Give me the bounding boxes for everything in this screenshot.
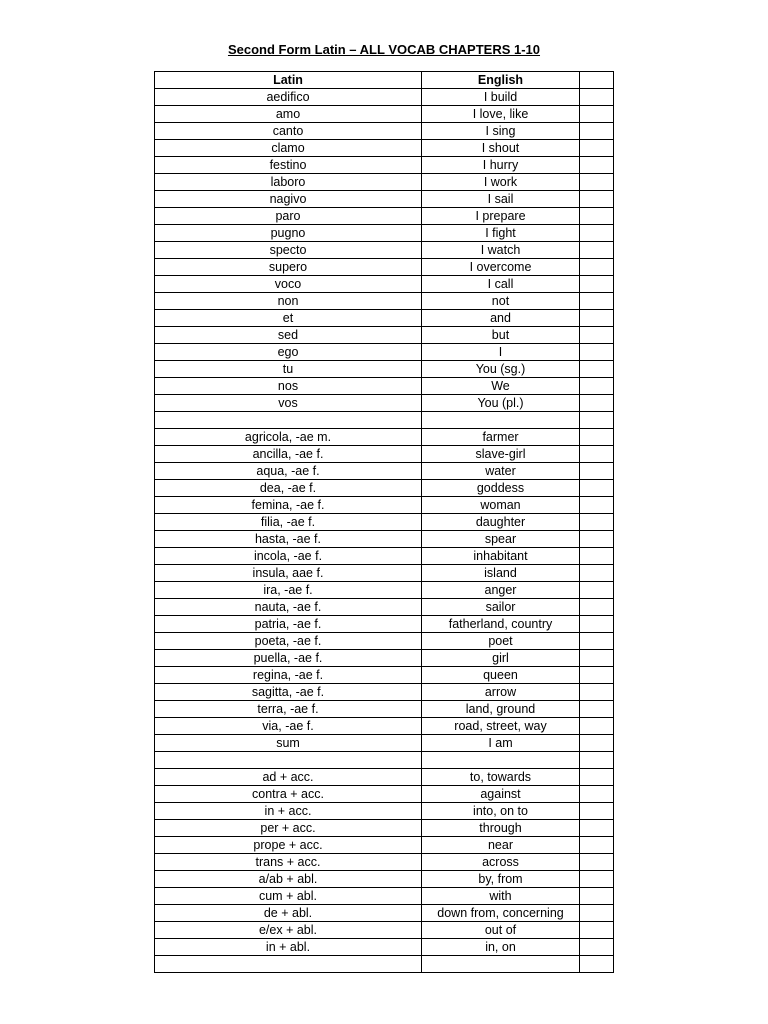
- latin-cell: pugno: [155, 225, 422, 242]
- latin-cell: regina, -ae f.: [155, 667, 422, 684]
- blank-cell: [580, 259, 614, 276]
- latin-cell: laboro: [155, 174, 422, 191]
- english-cell: I sail: [422, 191, 580, 208]
- english-cell: in, on: [422, 939, 580, 956]
- english-cell: water: [422, 463, 580, 480]
- table-row: [155, 327, 614, 344]
- latin-cell: agricola, -ae m.: [155, 429, 422, 446]
- blank-cell: [580, 752, 614, 769]
- blank-cell: [580, 89, 614, 106]
- blank-cell: [580, 378, 614, 395]
- column-header-english: English: [422, 72, 580, 89]
- english-cell: I watch: [422, 242, 580, 259]
- english-cell: fatherland, country: [422, 616, 580, 633]
- english-cell: near: [422, 837, 580, 854]
- table-row: [155, 276, 614, 293]
- latin-cell: poeta, -ae f.: [155, 633, 422, 650]
- latin-cell: specto: [155, 242, 422, 259]
- table-row: [155, 922, 614, 939]
- blank-cell: [580, 701, 614, 718]
- english-cell: I am: [422, 735, 580, 752]
- table-row: [155, 463, 614, 480]
- latin-cell: festino: [155, 157, 422, 174]
- blank-cell: [580, 310, 614, 327]
- latin-cell: clamo: [155, 140, 422, 157]
- latin-cell: ego: [155, 344, 422, 361]
- latin-cell: nauta, -ae f.: [155, 599, 422, 616]
- latin-cell: voco: [155, 276, 422, 293]
- latin-cell: tu: [155, 361, 422, 378]
- latin-cell: [155, 752, 422, 769]
- table-row: [155, 123, 614, 140]
- english-cell: woman: [422, 497, 580, 514]
- latin-cell: sagitta, -ae f.: [155, 684, 422, 701]
- table-row: [155, 667, 614, 684]
- english-cell: girl: [422, 650, 580, 667]
- english-cell: to, towards: [422, 769, 580, 786]
- english-cell: anger: [422, 582, 580, 599]
- blank-cell: [580, 820, 614, 837]
- table-row: [155, 752, 614, 769]
- blank-cell: [580, 888, 614, 905]
- english-cell: and: [422, 310, 580, 327]
- latin-cell: contra + acc.: [155, 786, 422, 803]
- english-cell: farmer: [422, 429, 580, 446]
- blank-cell: [580, 344, 614, 361]
- latin-cell: via, -ae f.: [155, 718, 422, 735]
- latin-cell: sum: [155, 735, 422, 752]
- english-cell: I overcome: [422, 259, 580, 276]
- table-row: [155, 89, 614, 106]
- table-row: [155, 225, 614, 242]
- table-row: [155, 310, 614, 327]
- table-row: [155, 735, 614, 752]
- english-cell: You (sg.): [422, 361, 580, 378]
- table-row: [155, 956, 614, 973]
- latin-cell: per + acc.: [155, 820, 422, 837]
- blank-cell: [580, 208, 614, 225]
- latin-cell: nagivo: [155, 191, 422, 208]
- english-cell: I love, like: [422, 106, 580, 123]
- blank-cell: [580, 548, 614, 565]
- english-cell: slave-girl: [422, 446, 580, 463]
- table-row: [155, 701, 614, 718]
- blank-cell: [580, 157, 614, 174]
- latin-cell: insula, aae f.: [155, 565, 422, 582]
- table-row: [155, 650, 614, 667]
- english-cell: queen: [422, 667, 580, 684]
- table-row: [155, 174, 614, 191]
- blank-cell: [580, 123, 614, 140]
- english-cell: but: [422, 327, 580, 344]
- latin-cell: terra, -ae f.: [155, 701, 422, 718]
- blank-cell: [580, 769, 614, 786]
- table-row: [155, 599, 614, 616]
- english-cell: arrow: [422, 684, 580, 701]
- english-cell: poet: [422, 633, 580, 650]
- blank-cell: [580, 531, 614, 548]
- table-row: [155, 446, 614, 463]
- table-row: [155, 854, 614, 871]
- table-row: [155, 378, 614, 395]
- table-row: [155, 157, 614, 174]
- latin-cell: trans + acc.: [155, 854, 422, 871]
- latin-cell: et: [155, 310, 422, 327]
- latin-cell: amo: [155, 106, 422, 123]
- english-cell: not: [422, 293, 580, 310]
- table-header-row: [155, 72, 614, 89]
- latin-cell: sed: [155, 327, 422, 344]
- table-row: [155, 769, 614, 786]
- blank-cell: [580, 565, 614, 582]
- english-cell: against: [422, 786, 580, 803]
- latin-cell: ad + acc.: [155, 769, 422, 786]
- table-row: [155, 548, 614, 565]
- latin-cell: incola, -ae f.: [155, 548, 422, 565]
- english-cell: down from, concerning: [422, 905, 580, 922]
- blank-cell: [580, 633, 614, 650]
- column-header-blank: [580, 72, 614, 89]
- english-cell: I hurry: [422, 157, 580, 174]
- table-row: [155, 208, 614, 225]
- english-cell: goddess: [422, 480, 580, 497]
- english-cell: I sing: [422, 123, 580, 140]
- table-row: [155, 106, 614, 123]
- latin-cell: e/ex + abl.: [155, 922, 422, 939]
- english-cell: inhabitant: [422, 548, 580, 565]
- table-row: [155, 395, 614, 412]
- table-row: [155, 633, 614, 650]
- blank-cell: [580, 905, 614, 922]
- latin-cell: filia, -ae f.: [155, 514, 422, 531]
- latin-cell: cum + abl.: [155, 888, 422, 905]
- english-cell: sailor: [422, 599, 580, 616]
- table-row: [155, 361, 614, 378]
- latin-cell: nos: [155, 378, 422, 395]
- blank-cell: [580, 480, 614, 497]
- english-cell: with: [422, 888, 580, 905]
- table-row: [155, 191, 614, 208]
- table-row: [155, 871, 614, 888]
- english-cell: by, from: [422, 871, 580, 888]
- table-row: [155, 514, 614, 531]
- table-row: [155, 242, 614, 259]
- blank-cell: [580, 956, 614, 973]
- table-row: [155, 786, 614, 803]
- english-cell: island: [422, 565, 580, 582]
- latin-cell: canto: [155, 123, 422, 140]
- english-cell: out of: [422, 922, 580, 939]
- table-row: [155, 480, 614, 497]
- blank-cell: [580, 140, 614, 157]
- latin-cell: ancilla, -ae f.: [155, 446, 422, 463]
- table-row: [155, 565, 614, 582]
- blank-cell: [580, 854, 614, 871]
- english-cell: I: [422, 344, 580, 361]
- latin-cell: aedifico: [155, 89, 422, 106]
- blank-cell: [580, 922, 614, 939]
- table-row: [155, 820, 614, 837]
- blank-cell: [580, 667, 614, 684]
- table-row: [155, 803, 614, 820]
- table-row: [155, 531, 614, 548]
- table-row: [155, 344, 614, 361]
- blank-cell: [580, 939, 614, 956]
- blank-cell: [580, 718, 614, 735]
- table-row: [155, 429, 614, 446]
- english-cell: spear: [422, 531, 580, 548]
- blank-cell: [580, 582, 614, 599]
- vocab-table: [154, 71, 614, 973]
- latin-cell: hasta, -ae f.: [155, 531, 422, 548]
- blank-cell: [580, 429, 614, 446]
- latin-cell: de + abl.: [155, 905, 422, 922]
- english-cell: I call: [422, 276, 580, 293]
- blank-cell: [580, 242, 614, 259]
- latin-cell: prope + acc.: [155, 837, 422, 854]
- table-row: [155, 905, 614, 922]
- table-row: [155, 684, 614, 701]
- blank-cell: [580, 106, 614, 123]
- blank-cell: [580, 174, 614, 191]
- english-cell: You (pl.): [422, 395, 580, 412]
- table-row: [155, 293, 614, 310]
- blank-cell: [580, 497, 614, 514]
- blank-cell: [580, 293, 614, 310]
- blank-cell: [580, 871, 614, 888]
- latin-cell: aqua, -ae f.: [155, 463, 422, 480]
- english-cell: [422, 752, 580, 769]
- table-row: [155, 837, 614, 854]
- blank-cell: [580, 786, 614, 803]
- blank-cell: [580, 276, 614, 293]
- latin-cell: in + abl.: [155, 939, 422, 956]
- latin-cell: in + acc.: [155, 803, 422, 820]
- blank-cell: [580, 599, 614, 616]
- blank-cell: [580, 803, 614, 820]
- blank-cell: [580, 412, 614, 429]
- latin-cell: vos: [155, 395, 422, 412]
- blank-cell: [580, 327, 614, 344]
- latin-cell: patria, -ae f.: [155, 616, 422, 633]
- latin-cell: puella, -ae f.: [155, 650, 422, 667]
- english-cell: across: [422, 854, 580, 871]
- blank-cell: [580, 191, 614, 208]
- latin-cell: femina, -ae f.: [155, 497, 422, 514]
- blank-cell: [580, 616, 614, 633]
- blank-cell: [580, 735, 614, 752]
- table-row: [155, 718, 614, 735]
- table-row: [155, 616, 614, 633]
- latin-cell: ira, -ae f.: [155, 582, 422, 599]
- english-cell: I fight: [422, 225, 580, 242]
- table-row: [155, 412, 614, 429]
- english-cell: through: [422, 820, 580, 837]
- english-cell: [422, 956, 580, 973]
- blank-cell: [580, 650, 614, 667]
- latin-cell: non: [155, 293, 422, 310]
- english-cell: I work: [422, 174, 580, 191]
- blank-cell: [580, 514, 614, 531]
- latin-cell: paro: [155, 208, 422, 225]
- blank-cell: [580, 837, 614, 854]
- table-row: [155, 888, 614, 905]
- latin-cell: [155, 412, 422, 429]
- blank-cell: [580, 225, 614, 242]
- latin-cell: dea, -ae f.: [155, 480, 422, 497]
- english-cell: I shout: [422, 140, 580, 157]
- english-cell: land, ground: [422, 701, 580, 718]
- vocab-table-body: [155, 89, 614, 973]
- latin-cell: [155, 956, 422, 973]
- blank-cell: [580, 684, 614, 701]
- blank-cell: [580, 463, 614, 480]
- english-cell: [422, 412, 580, 429]
- english-cell: into, on to: [422, 803, 580, 820]
- blank-cell: [580, 361, 614, 378]
- latin-cell: a/ab + abl.: [155, 871, 422, 888]
- english-cell: I prepare: [422, 208, 580, 225]
- english-cell: We: [422, 378, 580, 395]
- blank-cell: [580, 446, 614, 463]
- table-row: [155, 259, 614, 276]
- english-cell: I build: [422, 89, 580, 106]
- table-row: [155, 497, 614, 514]
- english-cell: daughter: [422, 514, 580, 531]
- latin-cell: supero: [155, 259, 422, 276]
- table-row: [155, 140, 614, 157]
- table-row: [155, 582, 614, 599]
- column-header-latin: Latin: [155, 72, 422, 89]
- table-row: [155, 939, 614, 956]
- english-cell: road, street, way: [422, 718, 580, 735]
- blank-cell: [580, 395, 614, 412]
- page-title: Second Form Latin – ALL VOCAB CHAPTERS 1-10: [227, 42, 541, 57]
